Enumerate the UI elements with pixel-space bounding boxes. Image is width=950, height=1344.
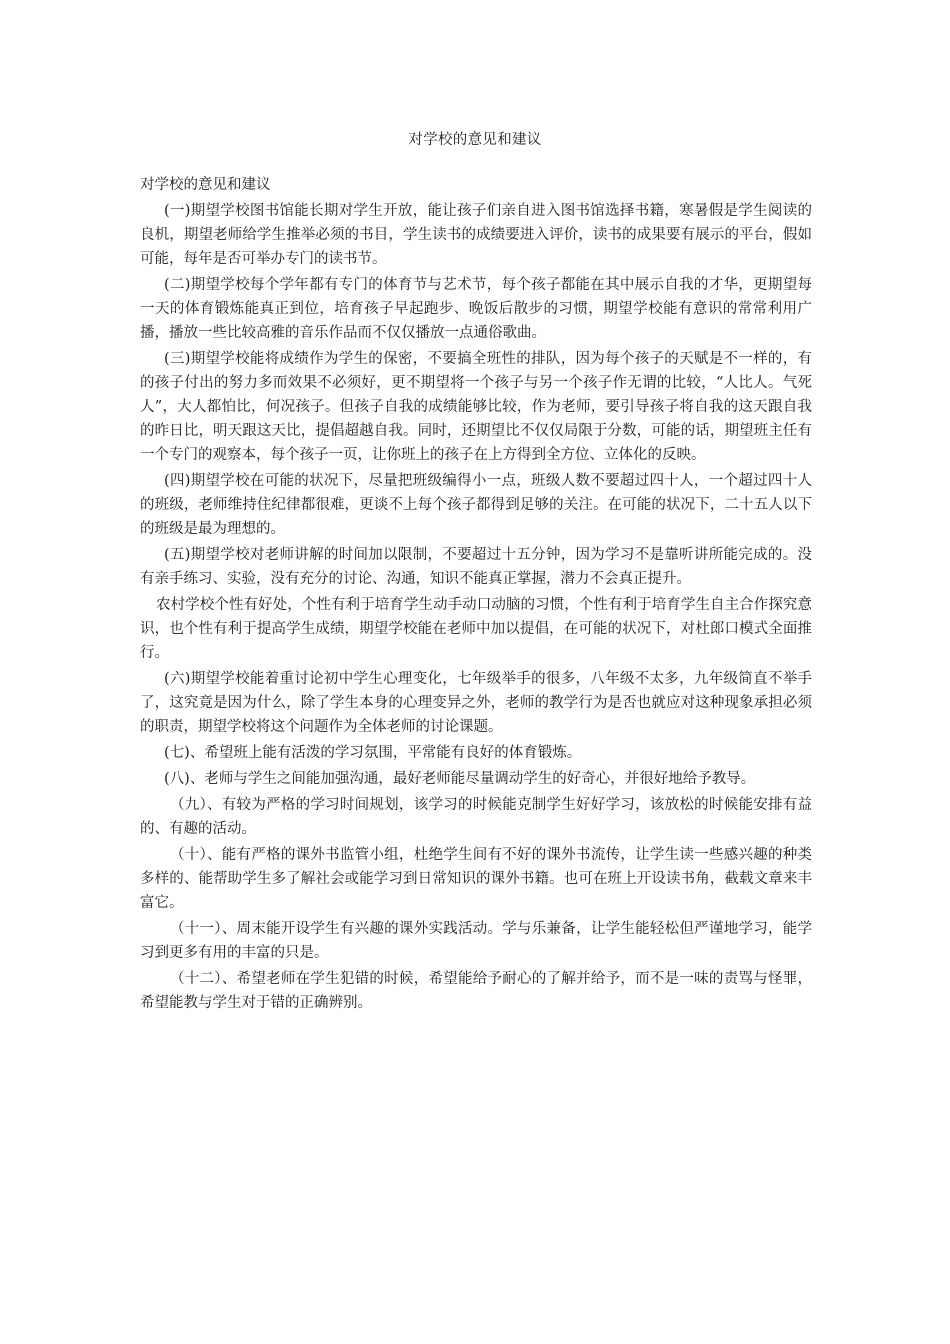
- document-body: [140, 173, 812, 1017]
- paragraph-10: （九）、有较为严格的学习时间规划，该学习的时候能克制学生好好学习，该放松的时候能安排有益的、有趣的活动。: [140, 797, 812, 837]
- paragraph-1: (一)期望学校图书馆能长期对学生开放，能让孩子们亲自进入图书馆选择书籍，寒暑假是学生阅读的良机，期望老师给学生推举必须的书目，学生读书的成绩要进入评价，读书的成果要有展示的平台，假如可能，每年是否可举办专门的读书节。: [140, 203, 812, 267]
- document-subtitle: 对学校的意见和建议: [140, 177, 271, 193]
- paragraph-4: (四)期望学校在可能的状况下，尽量把班级编得小一点，班级人数不要超过四十人，一个超过四十人的班级，老师维持住纪律都很难，更谈不上每个孩子都得到足够的关注。在可能的状况下，二十五人以下的班级是最为理想的。: [140, 473, 812, 537]
- paragraph-2: (二)期望学校每个学年都有专门的体育节与艺术节，每个孩子都能在其中展示自我的才华，更期望每一天的体育锻炼能真正到位，培育孩子早起跑步、晚饭后散步的习惯，期望学校能有意识的常常利用广播，播放一些比较高雅的音乐作品而不仅仅播放一点通俗歌曲。: [140, 277, 812, 341]
- paragraph-6: 农村学校个性有好处，个性有利于培育学生动手动口动脑的习惯，个性有利于培育学生自主合作探究意识，也个性有利于提高学生成绩，期望学校能在老师中加以提倡，在可能的状况下，对杜郎口模式全面推行。: [140, 597, 812, 661]
- paragraph-12: （十一）、周末能开设学生有兴趣的课外实践活动。学与乐兼备，让学生能轻松但严谨地学习，能学习到更多有用的丰富的只是。: [140, 921, 812, 961]
- paragraph-3: (三)期望学校能将成绩作为学生的保密，不要搞全班性的排队，因为每个孩子的天赋是不一样的，有的孩子付出的努力多而效果不必须好，更不期望将一个孩子与另一个孩子作无谓的比较，“人比人。气死人”，大人都怕比，何况孩子。但孩子自我的成绩能够比较，作为老师，要引导孩子将自我的这天跟自我的昨日比，明天跟这天比，提倡超越自我。同时，还期望比不仅仅局限于分数，可能的话，期望班主任有一个专门的观察本，每个孩子一页，让你班上的孩子在上方得到全方位、立体化的反映。: [140, 351, 812, 463]
- paragraph-13: （十二）、希望老师在学生犯错的时候，希望能给予耐心的了解并给予，而不是一味的责骂与怪罪，希望能教与学生对于错的正确辨别。: [140, 971, 812, 1011]
- paragraph-7: (六)期望学校能着重讨论初中学生心理变化，七年级举手的很多，八年级不太多，九年级简直不举手了，这究竟是因为什么，除了学生本身的心理变异之外，老师的教学行为是否也就应对这种现象承担必须的职责，期望学校将这个问题作为全体老师的讨论课题。: [140, 671, 812, 735]
- paragraph-5: (五)期望学校对老师讲解的时间加以限制，不要超过十五分钟，因为学习不是靠听讲所能完成的。没有亲手练习、实验，没有充分的讨论、沟通，知识不能真正掌握，潜力不会真正提升。: [140, 547, 812, 587]
- document-title: 对学校的意见和建议: [408, 132, 542, 148]
- paragraph-11: （十）、能有严格的课外书监管小组，杜绝学生间有不好的课外书流传，让学生读一些感兴趣的种类多样的、能帮助学生多了解社会或能学习到日常知识的课外书籍。也可在班上开设读书角，截载文章来丰富它。: [140, 847, 812, 911]
- paragraph-9: (八)、老师与学生之间能加强沟通，最好老师能尽量调动学生的好奇心，并很好地给予教导。: [164, 771, 756, 787]
- paragraph-8: (七)、希望班上能有活泼的学习氛围，平常能有良好的体育锻炼。: [164, 745, 582, 761]
